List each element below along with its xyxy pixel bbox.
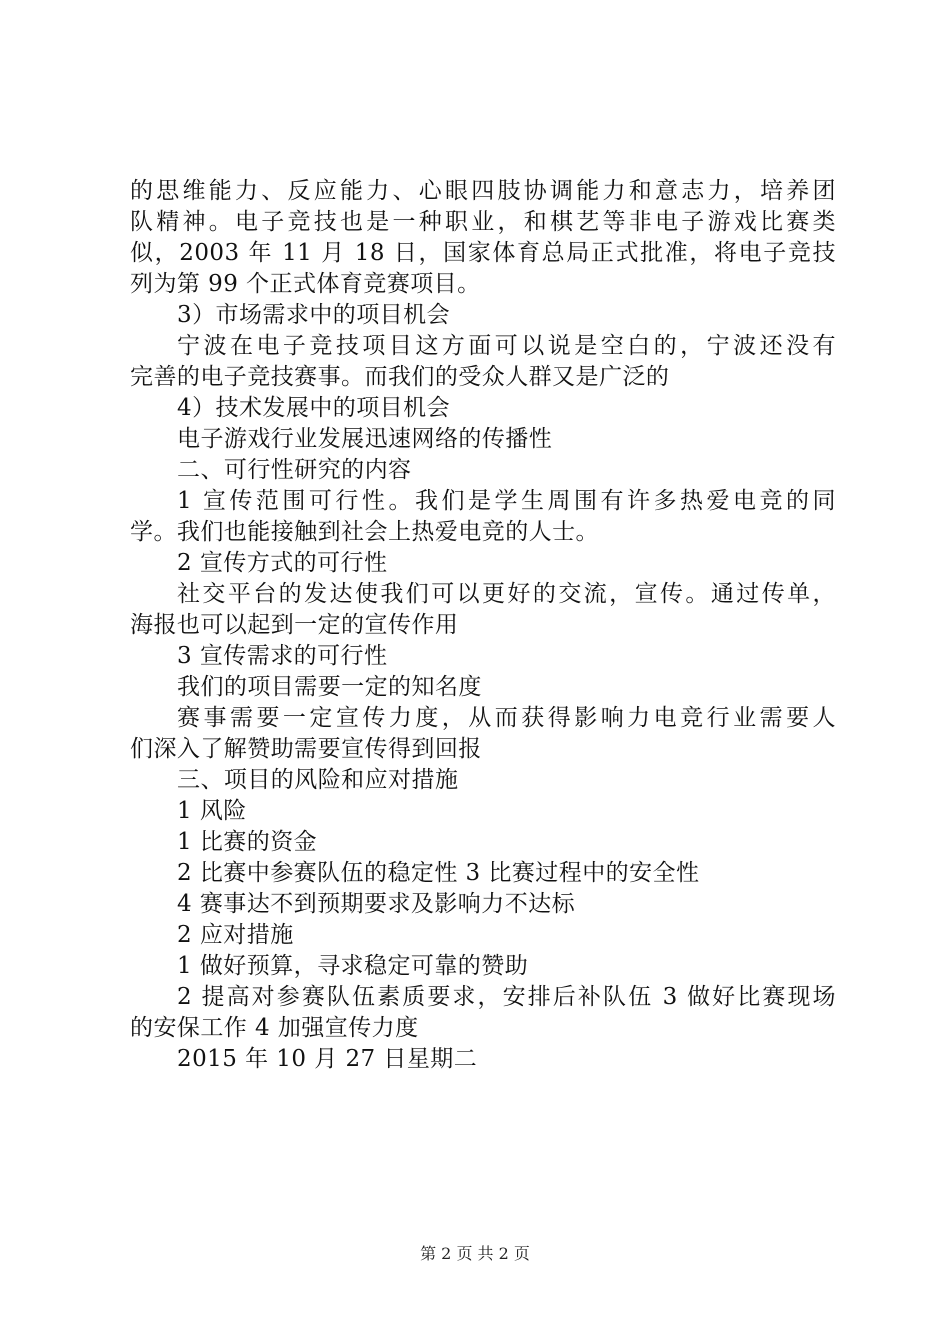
paragraph-line: 1 宣传范围可行性。我们是学生周围有许多热爱电竞的同 xyxy=(177,488,836,514)
paragraph-line: 电子游戏行业发展迅速网络的传播性 xyxy=(177,426,553,452)
paragraph-line: 2 宣传方式的可行性 xyxy=(177,550,388,576)
paragraph-line: 的安保工作 4 加强宣传力度 xyxy=(130,1015,419,1041)
paragraph-line: 1 做好预算，寻求稳定可靠的赞助 xyxy=(177,953,529,979)
paragraph-line: 似，2003 年 11 月 18 日，国家体育总局正式批准，将电子竞技 xyxy=(130,240,836,266)
paragraph-line: 队精神。电子竞技也是一种职业，和棋艺等非电子游戏比赛类 xyxy=(130,209,836,235)
paragraph-line: 社交平台的发达使我们可以更好的交流，宣传。通过传单， xyxy=(177,581,836,607)
paragraph-line: 2 提高对参赛队伍素质要求，安排后补队伍 3 做好比赛现场 xyxy=(177,984,836,1010)
paragraph-line: 1 比赛的资金 xyxy=(177,829,318,855)
paragraph-line: 赛事需要一定宣传力度，从而获得影响力电竞行业需要人 xyxy=(177,705,836,731)
page-footer: 第 2 页 共 2 页 xyxy=(420,1244,530,1263)
paragraph-line: 完善的电子竞技赛事。而我们的受众人群又是广泛的 xyxy=(130,364,670,390)
paragraph-line: 学。我们也能接触到社会上热爱电竞的人士。 xyxy=(130,519,599,545)
paragraph-line: 4 赛事达不到预期要求及影响力不达标 xyxy=(177,891,576,917)
paragraph-line: 海报也可以起到一定的宣传作用 xyxy=(130,612,459,638)
paragraph-line: 3 宣传需求的可行性 xyxy=(177,643,388,669)
paragraph-line: 3）市场需求中的项目机会 xyxy=(177,302,451,328)
paragraph-line: 宁波在电子竞技项目这方面可以说是空白的，宁波还没有 xyxy=(177,333,836,359)
paragraph-line: 2015 年 10 月 27 日星期二 xyxy=(177,1046,478,1072)
paragraph-line: 4）技术发展中的项目机会 xyxy=(177,395,451,421)
paragraph-line: 列为第 99 个正式体育竞赛项目。 xyxy=(130,271,481,297)
paragraph-line: 二、可行性研究的内容 xyxy=(177,457,412,483)
paragraph-line: 的思维能力、反应能力、心眼四肢协调能力和意志力，培养团 xyxy=(130,178,836,204)
paragraph-line: 三、项目的风险和应对措施 xyxy=(177,767,459,793)
document-body xyxy=(130,176,836,1075)
paragraph-line: 2 比赛中参赛队伍的稳定性 3 比赛过程中的安全性 xyxy=(177,860,700,886)
paragraph-line: 1 风险 xyxy=(177,798,247,824)
paragraph-line: 我们的项目需要一定的知名度 xyxy=(177,674,482,700)
paragraph-line: 2 应对措施 xyxy=(177,922,294,948)
paragraph-line: 们深入了解赞助需要宣传得到回报 xyxy=(130,736,482,762)
